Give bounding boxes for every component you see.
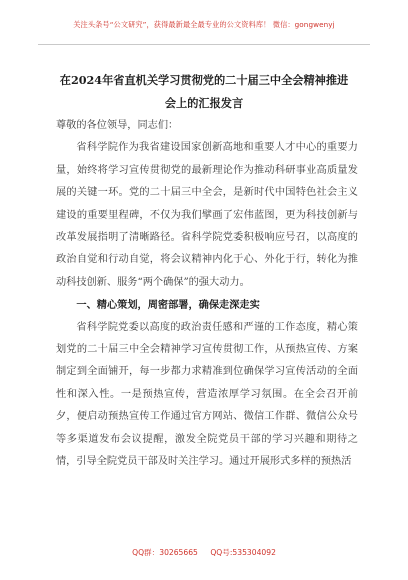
qq-group-text: QQ群：30265665 bbox=[132, 548, 198, 557]
paragraph-section-1: 省科学院党委以高度的政治责任感和严谨的工作态度，精心策划党的二十届三中全会精神学习宣传贯彻工作，从预热宣传、方案制定到全面铺开，每一步都力求精准到位确保学习宣传活动的全面性和深入性。一是预热宣传，营造浓厚学习氛围。在全会召开前夕，便启动预热宣传工作通过官方网站、微信工作群、微信公众号等多渠道发布会议提醒，激发全院党员干部的学习兴趣和期待之情，引导全院党员干部及时关注学习。通过开展形式多样的预热活 bbox=[56, 321, 358, 468]
paragraph-intro: 省科学院作为我省建设国家创新高地和重要人才中心的重要力量，始终将学习宣传贯彻党的最新理论作为推动科研事业高质量发展的关键一环。党的二十届三中全会，是新时代中国特色社会主义建设的重要里程碑，不仅为我们擘画了宏伟蓝图，更为科技创新与改革发展指明了清晰路径。省科学院党委积极响应号召，以高度的政治自觉和行动自觉，将会议精神内化于心、外化于行，转化为推动科技创新、服务“两个确保”的强大动力。 bbox=[56, 142, 358, 288]
title-line-1: 在2024年省直机关学习贯彻党的二十届三中全会精神推进 bbox=[59, 73, 349, 87]
section-heading-1: 一、精心策划，周密部署，确保走深走实 bbox=[76, 299, 260, 312]
header-divider bbox=[38, 44, 370, 45]
title-line-2: 会上的汇报发言 bbox=[164, 96, 244, 110]
qq-number-text: QQ号:535304092 bbox=[210, 548, 276, 557]
document-title bbox=[40, 69, 368, 115]
salutation: 尊敬的各位领导，同志们： bbox=[56, 120, 179, 131]
footer-contact bbox=[0, 547, 408, 558]
document-body bbox=[56, 115, 358, 474]
header-promo-note: 关注头条号“公文研究”，获得最新最全最专业的公文资料库！ 微信：gongwenyj bbox=[73, 20, 335, 29]
